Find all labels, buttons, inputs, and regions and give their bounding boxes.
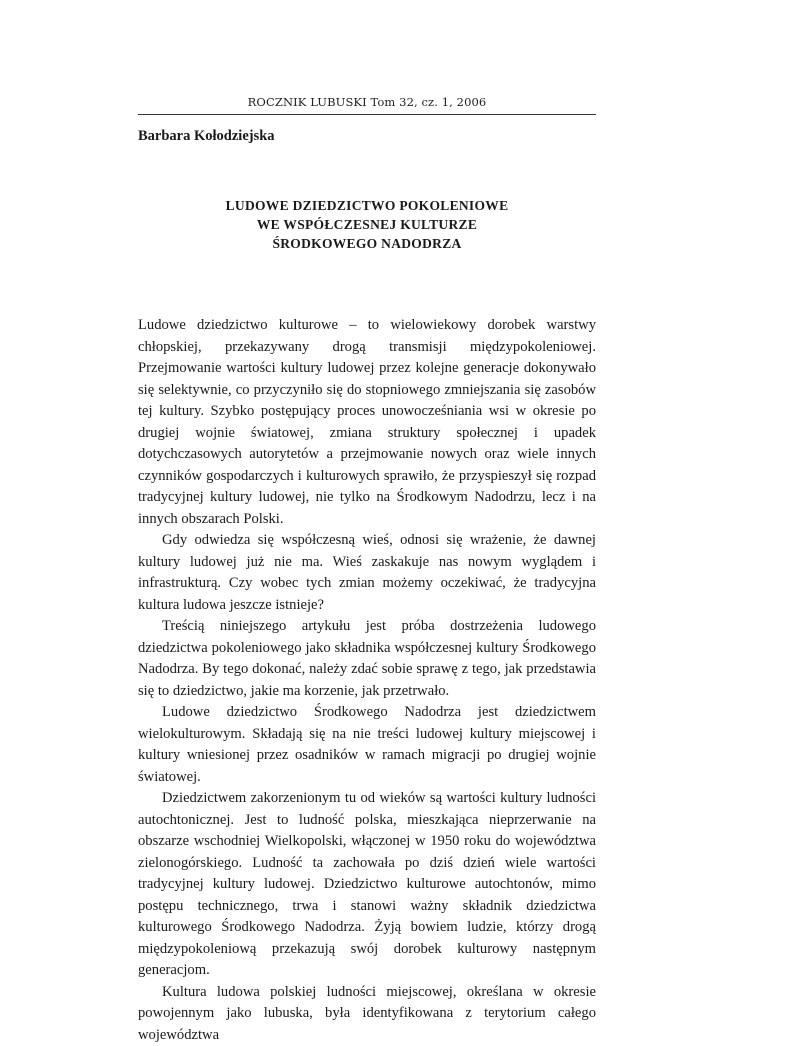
- paragraph-4: Ludowe dziedzictwo Środkowego Nadodrza jest dziedzictwem wielokulturowym. Składają się na nie treści ludowej kultury miejscowej i kultury wniesionej przez osadników w ramach migracji po drugiej wojnie światowej.: [138, 702, 596, 788]
- title-line-1: LUDOWE DZIEDZICTWO POKOLENIOWE: [138, 196, 596, 215]
- paragraph-2: Gdy odwiedza się współczesną wieś, odnosi się wrażenie, że dawnej kultury ludowej już nie ma. Wieś zaskakuje nas nowym wyglądem i infrastrukturą. Czy wobec tych zmian możemy oczekiwać, że tradycyjna kultura ludowa jeszcze istnieje?: [138, 530, 596, 616]
- running-head: ROCZNIK LUBUSKI Tom 32, cz. 1, 2006: [138, 95, 596, 109]
- article-body: [138, 315, 596, 1046]
- title-line-3: ŚRODKOWEGO NADODRZA: [138, 234, 596, 253]
- header-rule: [138, 114, 596, 115]
- paragraph-3: Treścią niniejszego artykułu jest próba dostrzeżenia ludowego dziedzictwa pokoleniowego jako składnika współczesnej kultury Środkowego Nadodrza. By tego dokonać, należy zdać sobie sprawę z tego, jak przedstawia się to dziedzictwo, jakie ma korzenie, jak przetrwało.: [138, 616, 596, 702]
- paragraph-6: Kultura ludowa polskiej ludności miejscowej, określana w okresie powojennym jako lubuska, była identyfikowana z terytorium całego województwa: [138, 982, 596, 1046]
- paragraph-1: Ludowe dziedzictwo kulturowe – to wielowiekowy dorobek warstwy chłopskiej, przekazywany drogą transmisji międzypokoleniowej. Przejmowanie wartości kultury ludowej przez kolejne generacje dokonywało się selektywnie, co przyczyniło się do stopniowego zmniejszania się zasobów tej kultury. Szybko postępujący proces unowocześniania wsi w okresie po drugiej wojnie światowej, zmiana struktury społecznej i upadek dotychczasowych autorytetów a przejmowanie nowych oraz wiele innych czynników gospodarczych i kulturowych sprawiło, że przyspieszył się rozpad tradycyjnej kultury ludowej, nie tylko na Środkowym Nadodrzu, lecz i na innych obszarach Polski.: [138, 315, 596, 530]
- author-name: Barbara Kołodziejska: [138, 128, 275, 145]
- article-title: [138, 196, 596, 253]
- title-line-2: WE WSPÓŁCZESNEJ KULTURZE: [138, 215, 596, 234]
- paragraph-5: Dziedzictwem zakorzenionym tu od wieków są wartości kultury ludności autochtonicznej. Jest to ludność polska, mieszkająca nieprzerwanie na obszarze wschodniej Wielkopolski, włączonej w 1950 roku do województwa zielonogórskiego. Ludność ta zachowała po dziś dzień wiele wartości tradycyjnej kultury ludowej. Dziedzictwo kulturowe autochtonów, mimo postępu technicznego, trwa i stanowi ważny składnik dziedzictwa kulturowego Środkowego Nadodrza. Żyją bowiem ludzie, którzy drogą międzypokoleniową przekazują swój dorobek kulturowy następnym generacjom.: [138, 788, 596, 982]
